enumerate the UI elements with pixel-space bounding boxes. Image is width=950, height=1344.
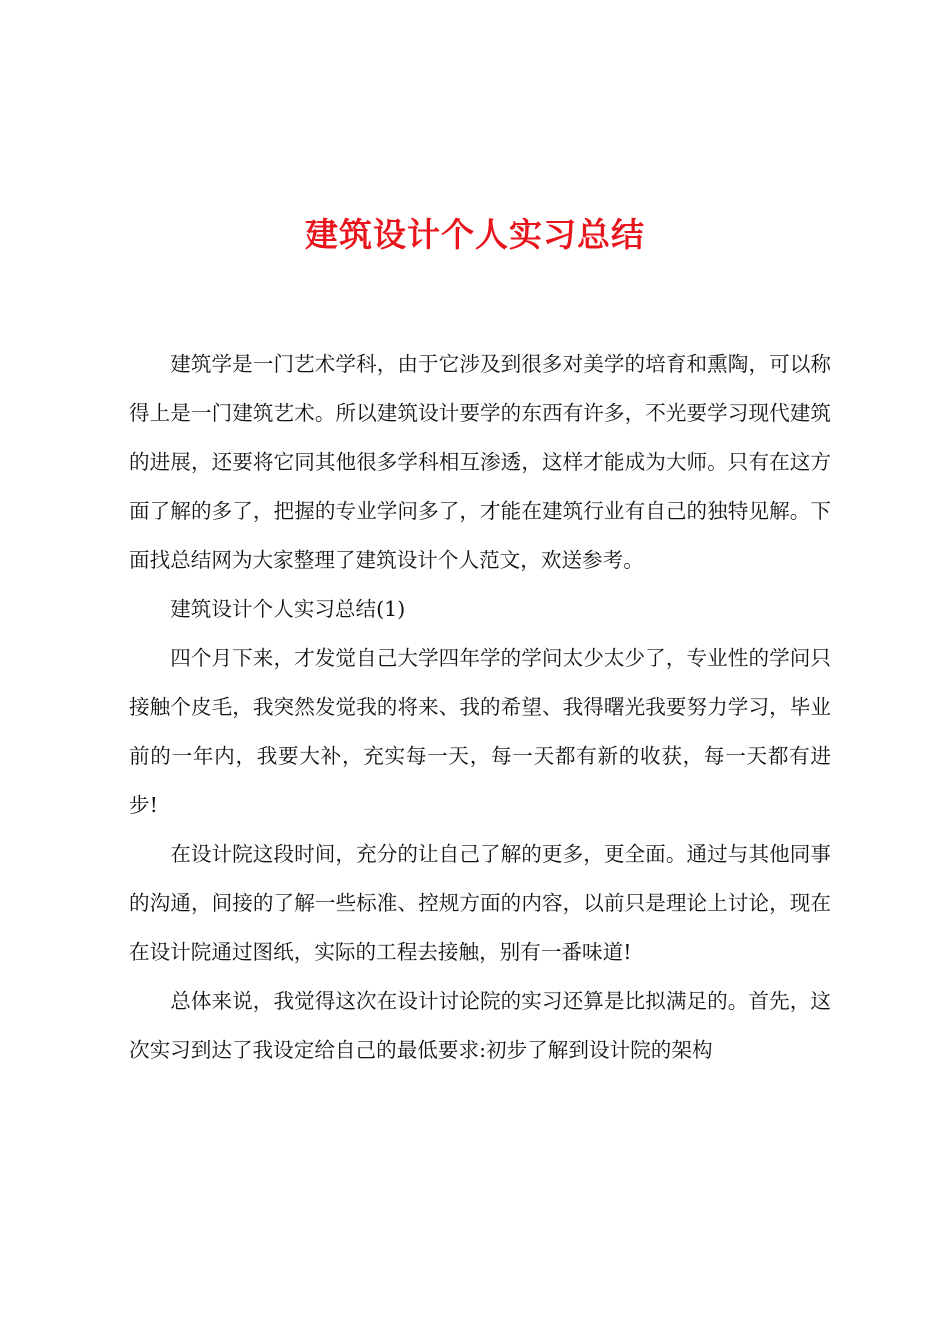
- body-paragraph-3: 总体来说，我觉得这次在设计讨论院的实习还算是比拟满足的。首先，这次实习到达了我设定给自己的最低要求:初步了解到设计院的架构: [129, 989, 831, 1062]
- intro-paragraph: 建筑学是一门艺术学科，由于它涉及到很多对美学的培育和熏陶，可以称得上是一门建筑艺术。所以建筑设计要学的东西有许多，不光要学习现代建筑的进展，还要将它同其他很多学科相互渗透，这样才能成为大师。只有在这方面了解的多了，把握的专业学问多了，才能在建筑行业有自己的独特见解。下面找总结网为大家整理了建筑设计个人范文，欢送参考。: [129, 352, 831, 572]
- body-paragraph-2: 在设计院这段时间，充分的让自己了解的更多，更全面。通过与其他同事的沟通，间接的了解一些标准、控规方面的内容，以前只是理论上讨论，现在在设计院通过图纸，实际的工程去接触，别有一番味道!: [129, 842, 831, 964]
- section-heading: 建筑设计个人实习总结(1): [170, 597, 406, 621]
- body-paragraph-1: 四个月下来，才发觉自己大学四年学的学问太少太少了，专业性的学问只接触个皮毛，我突然发觉我的将来、我的希望、我得曙光我要努力学习，毕业前的一年内，我要大补，充实每一天，每一天都有新的收获，每一天都有进步!: [129, 646, 831, 817]
- document-body: [129, 340, 831, 1075]
- document-title: 建筑设计个人实习总结: [305, 215, 645, 254]
